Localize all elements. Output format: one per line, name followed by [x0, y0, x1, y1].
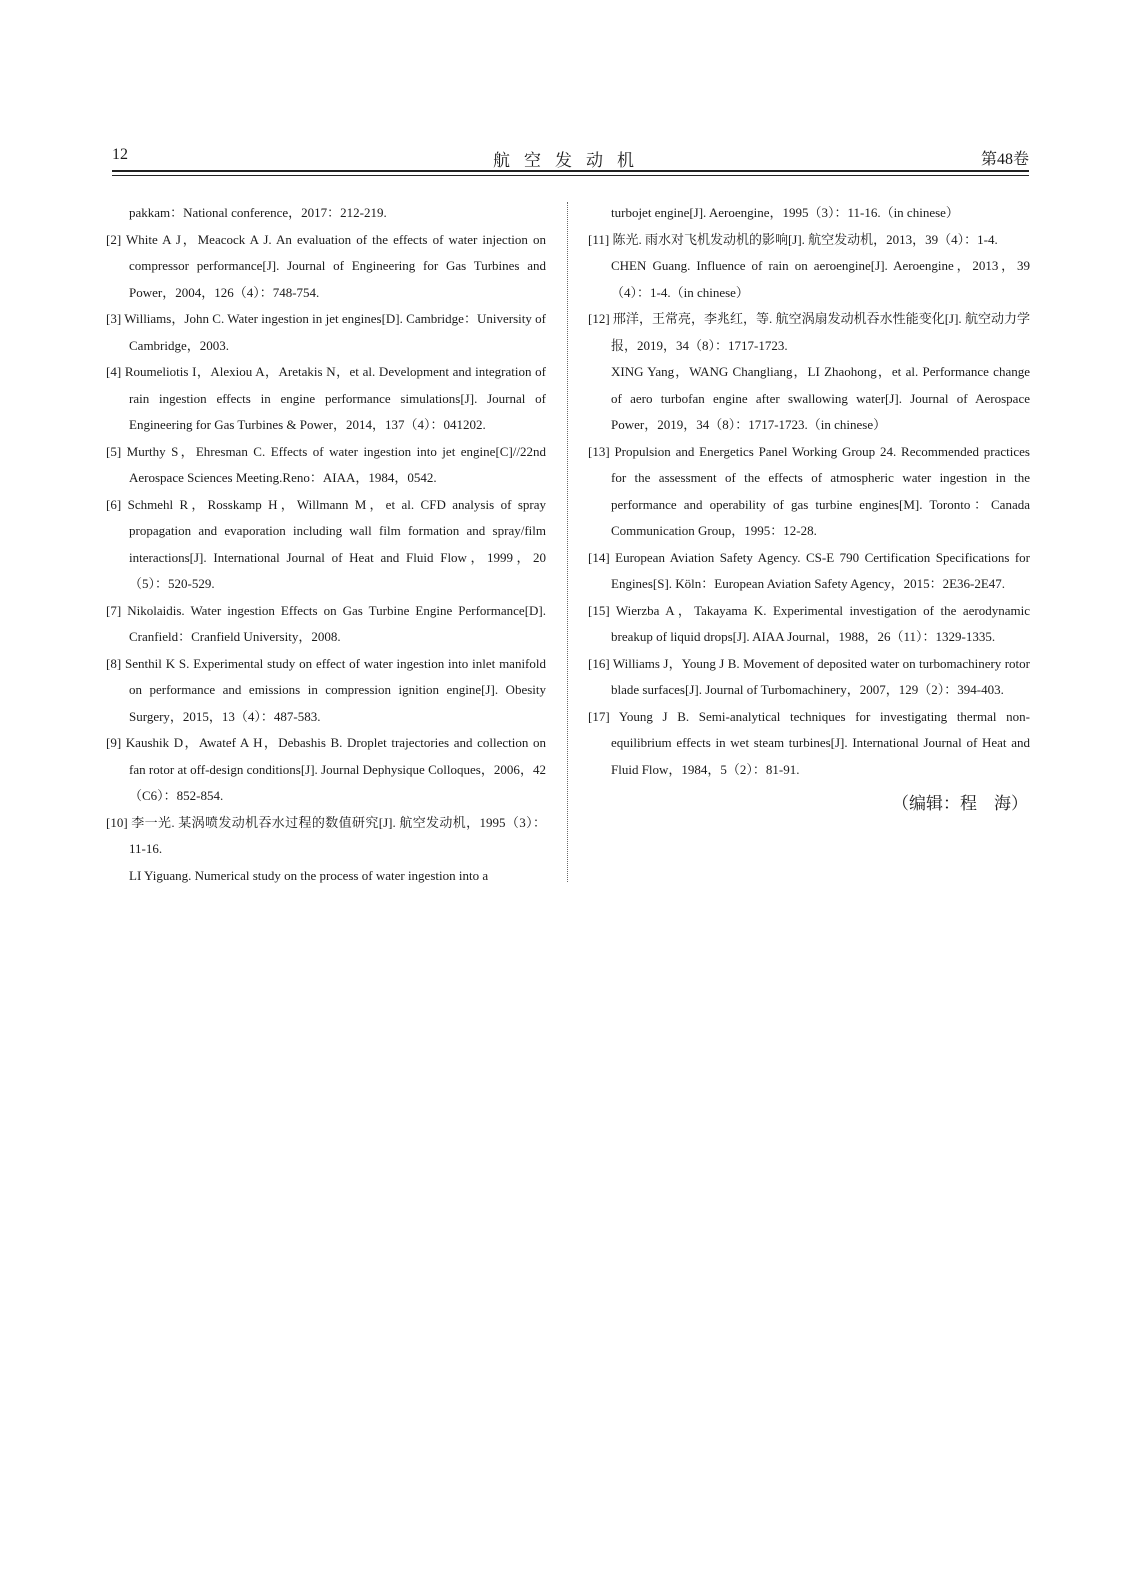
reference-entry	[106, 651, 546, 731]
reference-number: [7]	[106, 602, 128, 618]
header-rule-thick	[112, 170, 1029, 172]
reference-text: 陈光. 雨水对飞机发动机的影响[J]. 航空发动机，2013，39（4）：1-4.	[612, 231, 998, 247]
reference-entry	[106, 730, 546, 810]
reference-text: Murthy S，Ehresman C. Effects of water ingestion into jet engine[C]//22nd Aerospace Sciences Meeting.Reno：AIAA，1984，0542.	[126, 443, 546, 485]
reference-number: [6]	[106, 496, 128, 512]
reference-number: [13]	[588, 443, 615, 459]
reference-entry	[106, 492, 546, 598]
reference-entry	[588, 651, 1030, 704]
reference-translation: CHEN Guang. Influence of rain on aeroengine[J]. Aeroengine，2013，39（4）：1-4.（in chinese）	[611, 258, 1030, 300]
column-divider	[567, 202, 568, 882]
reference-number: [2]	[106, 231, 127, 247]
reference-text: Schmehl R，Rosskamp H，Willmann M，et al. CFD analysis of spray propagation and evaporation including wall film formation and spray/film interactions[J]. International Journal of Heat and Fluid Flow，1999，20（5）：520-529.	[127, 496, 546, 591]
reference-number: [5]	[106, 443, 127, 459]
reference-text: Kaushik D，Awatef A H，Debashis B. Droplet trajectories and collection on fan rotor at off-design conditions[J]. Journal Dephysique Colloques，2006，42（C6）：852-854.	[125, 735, 546, 803]
reference-text: Senthil K S. Experimental study on effect of water ingestion into inlet manifold on performance and emissions in compression ignition engine[J]. Obesity Surgery，2015，13（4）：487-583.	[125, 655, 546, 724]
reference-number: [15]	[588, 602, 616, 618]
reference-text: Nikolaidis. Water ingestion Effects on Gas Turbine Engine Performance[D]. Cranfield：Cranfield University，2008.	[127, 602, 546, 644]
reference-text: White A J，Meacock A J. An evaluation of the effects of water injection on compressor performance[J]. Journal of Engineering for Gas Turbines and Power，2004，126（4）：748-754.	[126, 231, 546, 300]
journal-name: 航空发动机	[493, 151, 648, 170]
reference-text: Williams J，Young J B. Movement of deposited water on turbomachinery rotor blade surfaces[J]. Journal of Turbomachinery，2007，129（2）：394-403.	[611, 655, 1030, 697]
references-left-column	[106, 200, 546, 889]
volume-label: 第48卷	[980, 151, 1029, 168]
reference-number: [16]	[588, 655, 613, 671]
reference-entry	[106, 439, 546, 492]
reference-translation: XING Yang，WANG Changliang，LI Zhaohong，et al. Performance change of aero turbofan engine after swallowing water[J]. Journal of Aerospace Power，2019，34（8）：1717-1723.（in chinese）	[611, 364, 1030, 432]
header-rule-thin	[112, 175, 1029, 176]
reference-number: [11]	[588, 231, 613, 247]
reference-number: [9]	[106, 735, 126, 750]
reference-entry	[106, 306, 546, 359]
editor-note: （编辑：程 海）	[892, 794, 1028, 813]
reference-entry	[106, 200, 546, 227]
page-header	[112, 142, 1029, 170]
reference-entry	[588, 439, 1030, 545]
reference-number: [8]	[106, 655, 126, 671]
reference-translation: LI Yiguang. Numerical study on the process of water ingestion into a	[129, 867, 489, 883]
reference-text: pakkam：National conference，2017：212-219.	[129, 205, 387, 220]
page-number: 12	[112, 146, 128, 163]
reference-number: [4]	[106, 364, 125, 379]
reference-text: Roumeliotis I，Alexiou A，Aretakis N，et al. Development and integration of rain ingestion effects in engine performance simulations[J]. Journal of Engineering for Gas Turbines & Power，2014，137（4）：041202.	[124, 364, 546, 432]
reference-number: [3]	[106, 311, 125, 326]
reference-entry	[588, 545, 1030, 598]
reference-number: [17]	[588, 708, 619, 724]
reference-entry	[588, 200, 1030, 227]
reference-text: Propulsion and Energetics Panel Working Group 24. Recommended practices for the assessment of the effects of atmospheric water ingestion in the performance and operability of gas turbine engines[M]. Toronto：Canada Communication Group，1995：12-28.	[611, 443, 1030, 538]
reference-number: [10]	[106, 814, 132, 830]
reference-text: Williams，John C. Water ingestion in jet engines[D]. Cambridge：University of Cambridge，2003.	[124, 311, 546, 353]
reference-entry	[106, 598, 546, 651]
reference-entry	[588, 227, 1030, 254]
reference-entry	[106, 810, 546, 863]
reference-entry	[106, 227, 546, 307]
reference-entry	[588, 598, 1030, 651]
reference-text: Wierzba A，Takayama K. Experimental investigation of the aerodynamic breakup of liquid drops[J]. AIAA Journal，1988，26（11）：1329-1335.	[611, 602, 1030, 644]
reference-text: European Aviation Safety Agency. CS-E 790 Certification Specifications for Engines[S]. Köln：European Aviation Safety Agency，2015：2E36-2E47.	[611, 549, 1030, 591]
reference-text: Young J B. Semi-analytical techniques for investigating thermal non-equilibrium effects in wet steam turbines[J]. International Journal of Heat and Fluid Flow，1984，5（2）：81-91.	[611, 708, 1030, 777]
reference-number: [12]	[588, 311, 613, 326]
reference-text: turbojet engine[J]. Aeroengine，1995（3）：11-16.（in chinese）	[611, 205, 959, 220]
reference-text: 邢洋，王常亮，李兆红，等. 航空涡扇发动机吞水性能变化[J]. 航空动力学报，2019，34（8）：1717-1723.	[611, 311, 1030, 353]
reference-entry	[106, 359, 546, 439]
reference-entry	[588, 704, 1030, 784]
reference-text: 李一光. 某涡喷发动机吞水过程的数值研究[J]. 航空发动机，1995（3）：11-16.	[129, 814, 546, 856]
reference-entry	[588, 306, 1030, 359]
reference-number: [14]	[588, 549, 616, 565]
references-right-column	[588, 200, 1030, 814]
